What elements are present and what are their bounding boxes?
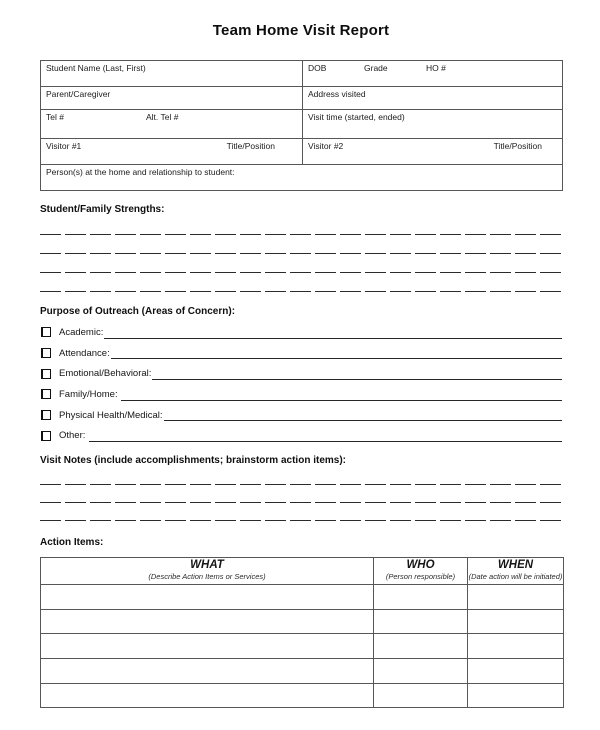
- blank-line[interactable]: [104, 338, 562, 339]
- info-table: [40, 60, 563, 191]
- action-row: [41, 585, 564, 610]
- other-label: Other:: [59, 430, 89, 442]
- action-who-cell[interactable]: [374, 634, 468, 659]
- blank-line[interactable]: [40, 238, 562, 257]
- blank-line[interactable]: [164, 420, 563, 421]
- what-title: WHAT: [190, 559, 224, 572]
- field-telephone[interactable]: [41, 110, 303, 139]
- action-when-cell[interactable]: [468, 634, 564, 659]
- info-row-2: [41, 87, 563, 110]
- action-when-cell[interactable]: [468, 658, 564, 683]
- field-parent-caregiver[interactable]: [41, 87, 303, 110]
- field-persons-at-home[interactable]: [41, 165, 563, 191]
- what-subtitle: (Describe Action Items or Services): [148, 572, 266, 582]
- info-row-1: [41, 61, 563, 87]
- info-row-5: [41, 165, 563, 191]
- field-visitor-2[interactable]: [303, 139, 563, 165]
- action-row: [41, 658, 564, 683]
- visitor2-title-position-label: Title/Position: [493, 141, 542, 151]
- col-header-what: [41, 558, 374, 585]
- action-row: [41, 634, 564, 659]
- emotional-behavioral-label: Emotional/Behavioral:: [59, 368, 152, 380]
- dob-label: DOB: [308, 63, 327, 73]
- blank-line[interactable]: [89, 441, 562, 442]
- visitor1-label: Visitor #1: [46, 141, 82, 151]
- when-subtitle: (Date action will be initiated): [468, 572, 563, 582]
- action-who-cell[interactable]: [374, 585, 468, 610]
- blank-line[interactable]: [152, 379, 562, 380]
- action-row: [41, 683, 564, 708]
- blank-line[interactable]: [111, 358, 562, 359]
- purpose-checkbox-list: [40, 322, 562, 446]
- purpose-heading: Purpose of Outreach (Areas of Concern):: [40, 306, 236, 317]
- action-header-row: [41, 558, 564, 585]
- action-who-cell[interactable]: [374, 683, 468, 708]
- blank-line[interactable]: [40, 488, 562, 506]
- info-row-3: [41, 110, 563, 139]
- visit-notes-lines: [40, 470, 562, 524]
- address-visited-label: Address visited: [308, 89, 366, 99]
- visit-notes-heading: Visit Notes (include accomplishments; brainstorm action items):: [40, 455, 346, 467]
- parent-caregiver-label: Parent/Caregiver: [46, 89, 111, 99]
- checkbox-row-academic: [40, 322, 562, 343]
- blank-line[interactable]: [40, 506, 562, 524]
- action-what-cell[interactable]: [41, 585, 374, 610]
- attendance-checkbox[interactable]: [41, 348, 51, 358]
- field-visitor-1[interactable]: [41, 139, 303, 165]
- action-who-cell[interactable]: [374, 609, 468, 634]
- alt-tel-label: Alt. Tel #: [146, 112, 179, 122]
- checkbox-row-attendance: [40, 343, 562, 364]
- attendance-label: Attendance:: [59, 347, 110, 359]
- physical-health-label: Physical Health/Medical:: [59, 409, 163, 421]
- blank-line[interactable]: [40, 257, 562, 276]
- action-row: [41, 609, 564, 634]
- form-title: Team Home Visit Report: [212, 22, 390, 39]
- blank-line[interactable]: [40, 470, 562, 488]
- academic-checkbox[interactable]: [41, 327, 51, 337]
- emotional-behavioral-checkbox[interactable]: [41, 369, 51, 379]
- action-when-cell[interactable]: [468, 683, 564, 708]
- checkbox-row-other: [40, 425, 562, 446]
- col-header-who: [374, 558, 468, 585]
- visitor1-title-position-label: Title/Position: [226, 141, 275, 151]
- action-items-heading: Action Items:: [40, 537, 104, 549]
- col-header-when: [468, 558, 564, 585]
- who-title: WHO: [406, 559, 435, 572]
- action-who-cell[interactable]: [374, 658, 468, 683]
- action-when-cell[interactable]: [468, 609, 564, 634]
- field-address-visited[interactable]: [303, 87, 563, 110]
- field-visit-time[interactable]: [303, 110, 563, 139]
- info-row-4: [41, 139, 563, 165]
- action-when-cell[interactable]: [468, 585, 564, 610]
- physical-health-checkbox[interactable]: [41, 410, 51, 420]
- blank-line[interactable]: [40, 276, 562, 295]
- family-home-label: Family/Home:: [59, 388, 121, 400]
- action-what-cell[interactable]: [41, 609, 374, 634]
- family-home-checkbox[interactable]: [41, 389, 51, 399]
- other-checkbox[interactable]: [41, 431, 51, 441]
- checkbox-row-physical-health: [40, 405, 562, 426]
- tel-label: Tel #: [46, 112, 64, 122]
- ho-number-label: HO #: [426, 63, 446, 73]
- when-title: WHEN: [497, 559, 534, 572]
- student-name-label: Student Name (Last, First): [46, 63, 146, 73]
- field-student-name[interactable]: [41, 61, 303, 87]
- persons-at-home-label: Person(s) at the home and relationship to student:: [46, 167, 235, 177]
- who-subtitle: (Person responsible): [385, 572, 456, 582]
- checkbox-row-emotional-behavioral: [40, 363, 562, 384]
- action-what-cell[interactable]: [41, 658, 374, 683]
- field-dob-grade-ho[interactable]: [303, 61, 563, 87]
- checkbox-row-family-home: [40, 384, 562, 405]
- academic-label: Academic:: [59, 326, 104, 338]
- visitor2-label: Visitor #2: [308, 141, 344, 151]
- blank-line[interactable]: [40, 219, 562, 238]
- strengths-lines: [40, 219, 562, 295]
- visit-time-label: Visit time (started, ended): [308, 112, 405, 122]
- strengths-heading: Student/Family Strengths:: [40, 204, 165, 215]
- grade-label: Grade: [364, 63, 388, 73]
- action-what-cell[interactable]: [41, 634, 374, 659]
- blank-line[interactable]: [121, 400, 562, 401]
- action-items-table: [40, 557, 564, 708]
- action-what-cell[interactable]: [41, 683, 374, 708]
